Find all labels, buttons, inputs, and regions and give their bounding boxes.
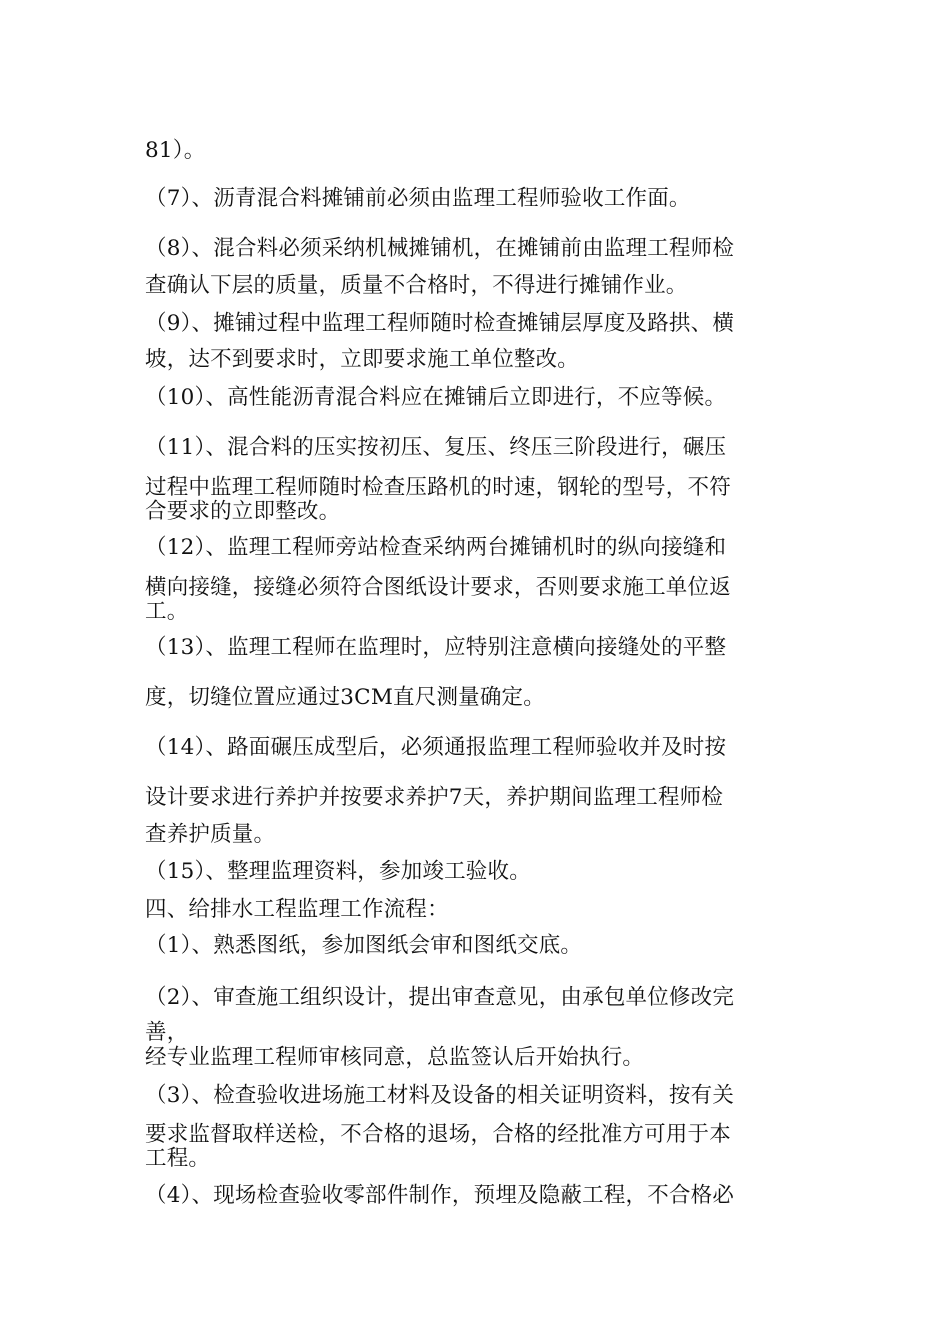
text-line: 合要求的立即整改。 xyxy=(145,499,341,524)
text-line: 度，切缝位置应通过3CM直尺测量确定。 xyxy=(145,685,545,710)
text-line: 设计要求进行养护并按要求养护7天，养护期间监理工程师检 xyxy=(145,785,724,810)
text-line: （2）、审查施工组织设计，提出审查意见，由承包单位修改完 xyxy=(145,985,735,1010)
text-line: （15）、整理监理资料，参加竣工验收。 xyxy=(145,859,531,884)
text-line: 经专业监理工程师审核同意，总监签认后开始执行。 xyxy=(145,1045,645,1070)
text-line: 要求监督取样送检，不合格的退场，合格的经批准方可用于本 xyxy=(145,1122,731,1147)
text-line: 查确认下层的质量，质量不合格时，不得进行摊铺作业。 xyxy=(145,273,688,298)
text-line: （7）、沥青混合料摊铺前必须由监理工程师验收工作面。 xyxy=(145,186,691,211)
section-heading: 四、给排水工程监理工作流程： xyxy=(145,897,449,922)
text-line: （12）、监理工程师旁站检查采纳两台摊铺机时的纵向接缝和 xyxy=(145,535,727,560)
text-line: 横向接缝，接缝必须符合图纸设计要求，否则要求施工单位返 xyxy=(145,575,731,600)
text-line: （1）、熟悉图纸，参加图纸会审和图纸交底。 xyxy=(145,933,583,958)
text-line: 查养护质量。 xyxy=(145,822,276,847)
text-line: 81）。 xyxy=(145,138,206,163)
text-line: （11）、混合料的压实按初压、复压、终压三阶段进行，碾压 xyxy=(145,435,727,460)
text-line: （3）、检查验收进场施工材料及设备的相关证明资料，按有关 xyxy=(145,1083,735,1108)
text-line: （14）、路面碾压成型后，必须通报监理工程师验收并及时按 xyxy=(145,735,727,760)
text-line: 善， xyxy=(145,1020,189,1045)
text-line: （4）、现场检查验收零部件制作，预埋及隐蔽工程，不合格必 xyxy=(145,1183,735,1208)
text-line: （10）、高性能沥青混合料应在摊铺后立即进行，不应等候。 xyxy=(145,385,727,410)
text-line: （8）、混合料必须采纳机械摊铺机，在摊铺前由监理工程师检 xyxy=(145,236,735,261)
text-line: （13）、监理工程师在监理时，应特别注意横向接缝处的平整 xyxy=(145,635,727,660)
text-line: 工程。 xyxy=(145,1146,211,1171)
text-line: 过程中监理工程师随时检查压路机的时速，钢轮的型号，不符 xyxy=(145,475,731,500)
text-line: 工。 xyxy=(145,599,189,624)
text-line: （9）、摊铺过程中监理工程师随时检查摊铺层厚度及路拱、横 xyxy=(145,311,735,336)
text-line: 坡，达不到要求时，立即要求施工单位整改。 xyxy=(145,347,580,372)
